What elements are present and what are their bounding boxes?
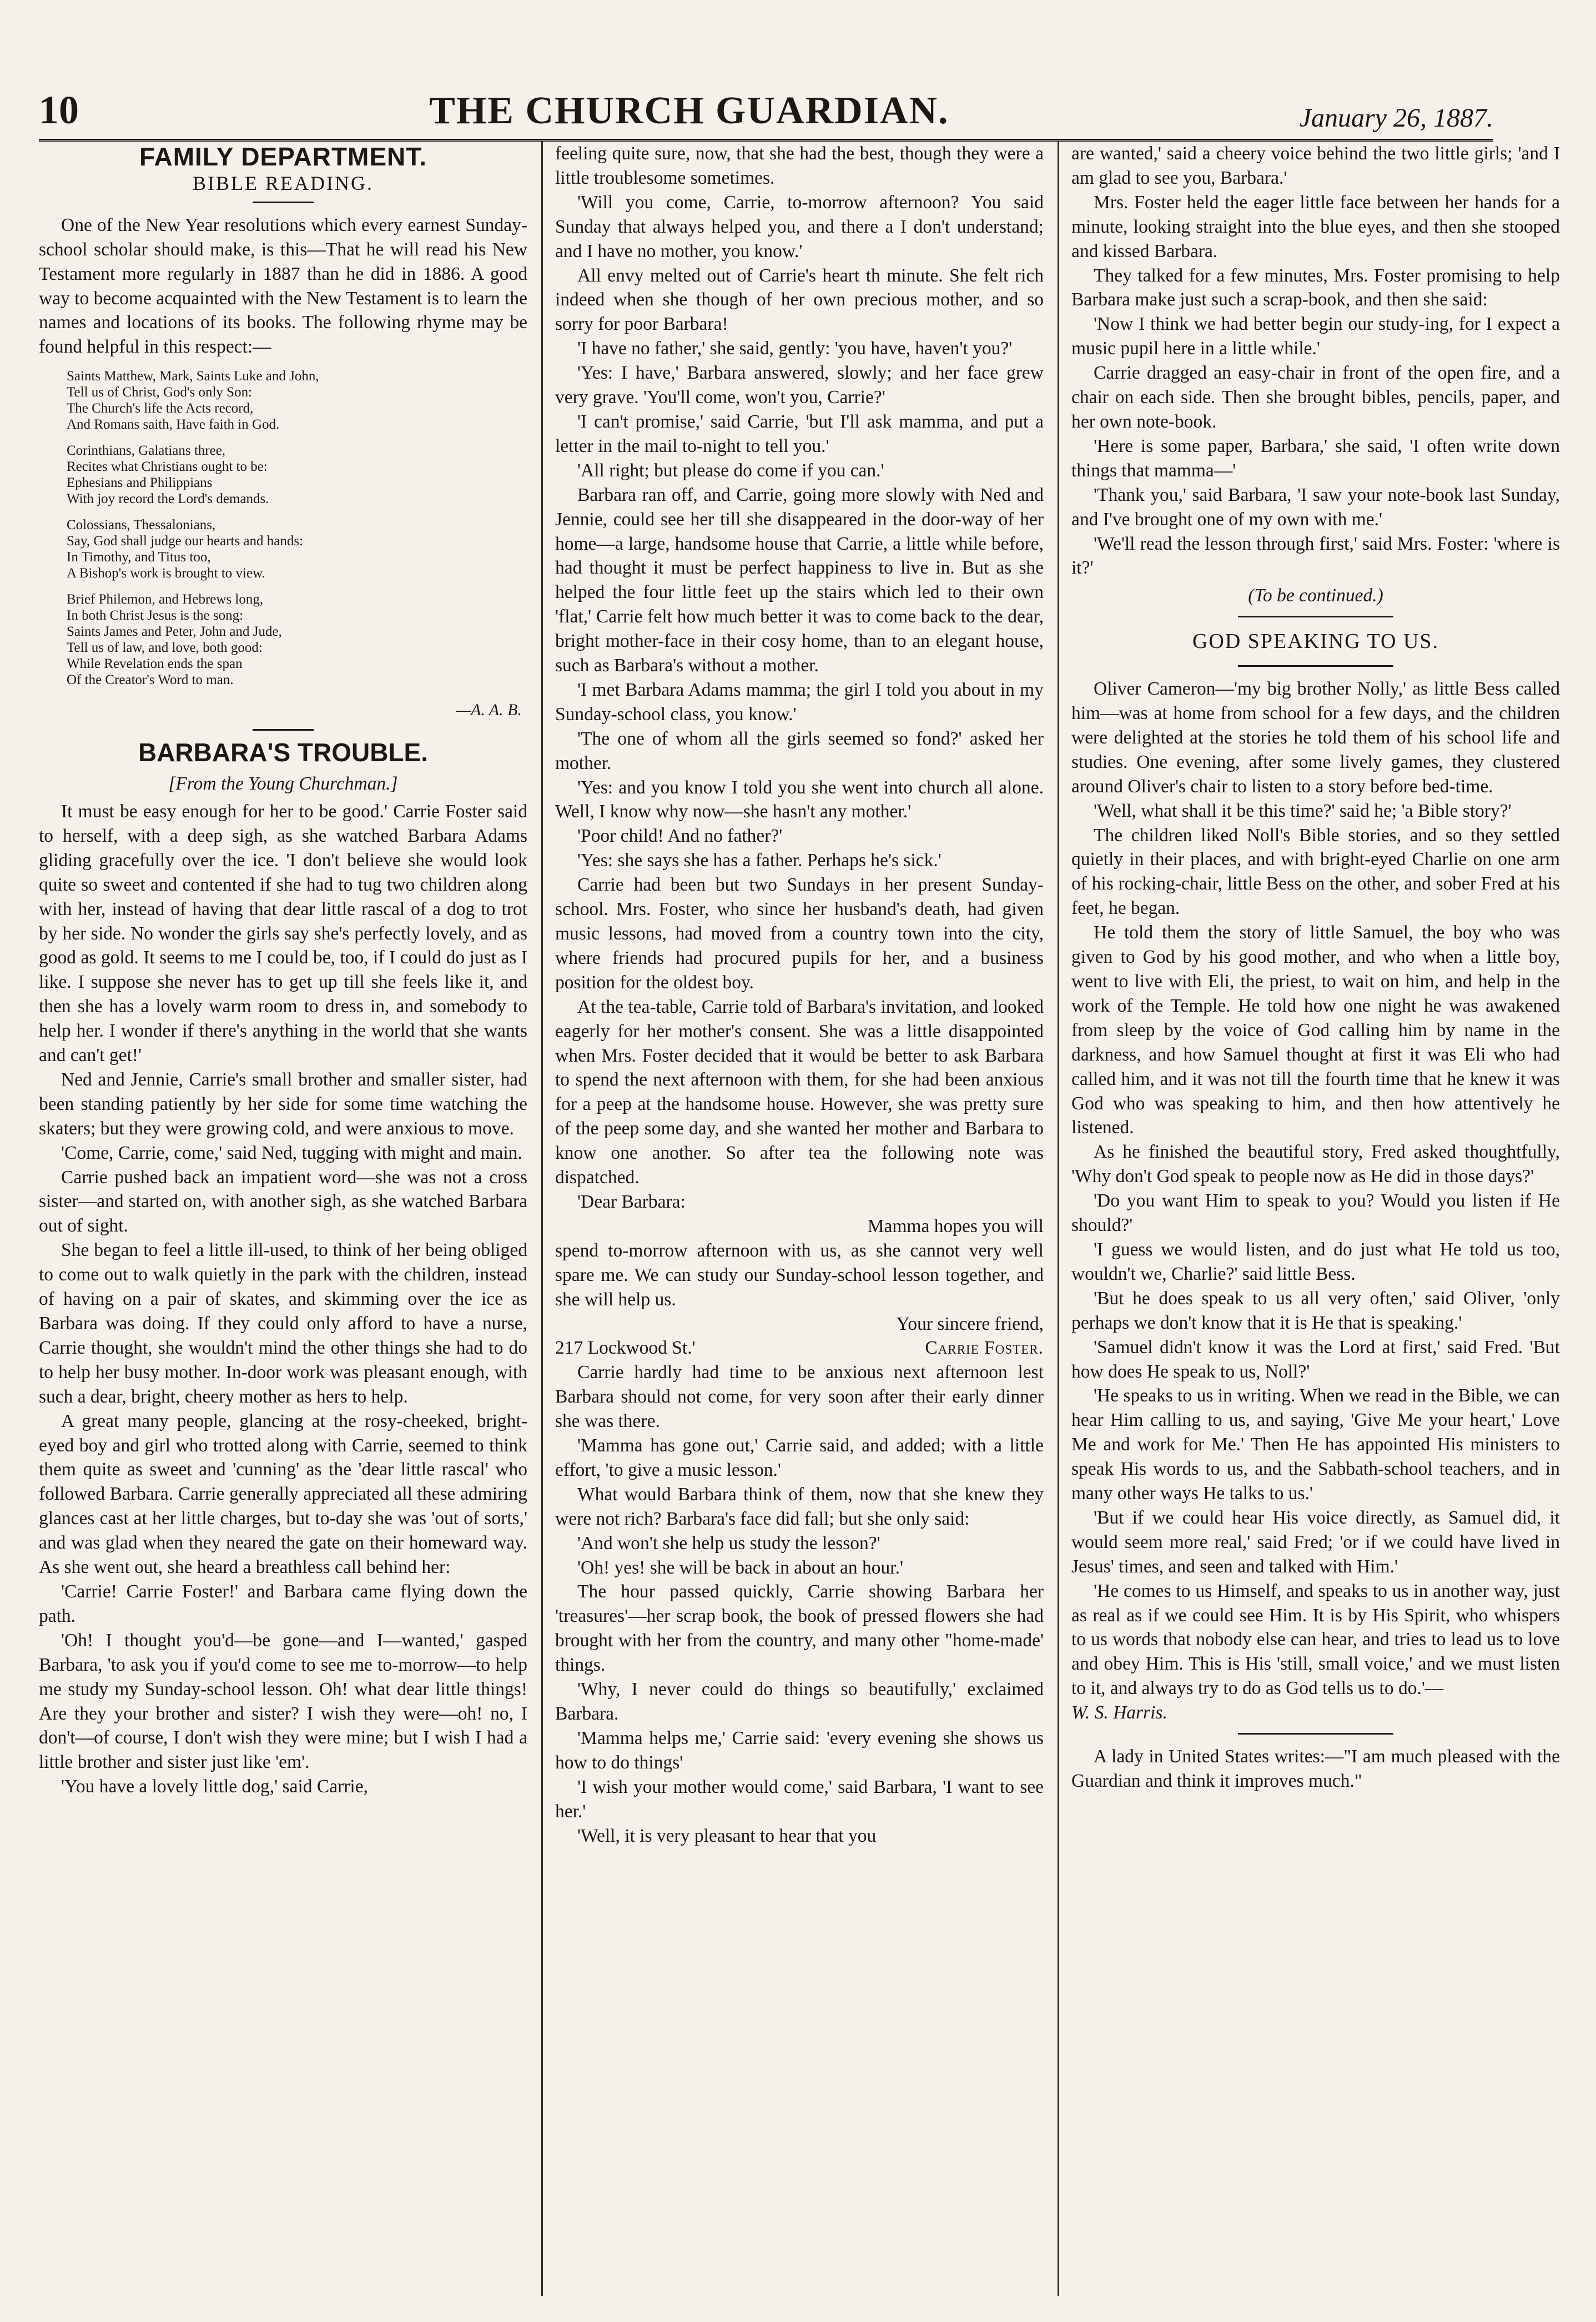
story-paragraph: She began to feel a little ill-used, to think of her being obliged to come out to walk quietly in the park with the children, instead of having on a pair of skates, and skimming over the ice as Barbara was doing. If they could only afford to have a nurse, Carrie thought, she wouldn't mind the other things she had to do to help her busy mother. In-door work was pleasant enough, with such a dear, bright, cheery mother as hers to help. — [39, 1240, 527, 1407]
article-paragraph: 'But if we could hear His voice directly, as Samuel did, it would seem more real,' said Fred; 'or if we could have lived in Jesus' times, and seen and talked with Him.' — [1071, 1507, 1560, 1577]
bible-reading-subheading: BIBLE READING. — [193, 172, 374, 194]
rhyme-line: Saints Matthew, Mark, Saints Luke and John, — [67, 369, 319, 384]
rhyme-line: Tell us of law, and love, both good: — [67, 640, 263, 656]
story-paragraph: Ned and Jennie, Carrie's small brother and smaller sister, had been standing patiently by her side for some time watching the skaters; but they were growing cold, and were anxious to move. — [39, 1069, 527, 1139]
story-paragraph: 'Thank you,' said Barbara, 'I saw your note-book last Sunday, and I've brought one of my own with me.' — [1071, 484, 1560, 530]
column-divider — [1058, 142, 1059, 2296]
bible-reading-intro: One of the New Year resolutions which every earnest Sunday-school scholar should make, is this—That he will read his New Testament more regularly in 1887 than he did in 1886. A good way to become acquainted with the New Testament is to learn the names and locations of its books. The following rhyme may be found helpful in this respect:— — [39, 214, 527, 358]
article-paragraph: 'Well, what shall it be this time?' said he; 'a Bible story?' — [1094, 800, 1512, 821]
letter-salutation: 'Dear Barbara: — [577, 1191, 686, 1212]
rhyme-line: Corinthians, Galatians three, — [67, 443, 226, 459]
rhyme-stanza — [67, 517, 527, 581]
article-paragraph: 'But he does speak to us all very often,' said Oliver, 'only perhaps we don't know that it is He that is speaking.' — [1071, 1288, 1560, 1333]
god-speaking-title: GOD SPEAKING TO US. — [1192, 630, 1439, 654]
story-paragraph: 'The one of whom all the girls seemed so fond?' asked her mother. — [555, 728, 1044, 773]
article-paragraph: The children liked Noll's Bible stories, and so they settled quietly in their places, and with bright-eyed Charlie on one arm of his rocking-chair, little Bess on the other, and sober Fred at his feet, he began. — [1071, 825, 1560, 919]
story-paragraph: 'Why, I never could do things so beautifully,' exclaimed Barbara. — [555, 1679, 1044, 1724]
story-paragraph: Carrie hardly had time to be anxious next afternoon lest Barbara should not come, for very soon after their early dinner she was there. — [555, 1362, 1044, 1432]
article-paragraph: Oliver Cameron—'my big brother Nolly,' as little Bess called him—was at home from school for a few days, and the children were delighted at the stories he told them of his school life and studies. One evening, after some lively games, they clustered around Oliver's chair to listen to a story before bed-time. — [1071, 678, 1560, 797]
story-paragraph: 'Come, Carrie, come,' said Ned, tugging with might and main. — [61, 1142, 522, 1163]
letter-closing: Your sincere friend, — [896, 1313, 1044, 1334]
story-paragraph: It must be easy enough for her to be good.' Carrie Foster said to herself, with a deep sigh, as she watched Barbara Adams gliding gracefully over the ice. 'I don't believe she would look quite so sweet and contented if she had to tug two children along with her, instead of having that dear little rascal of a dog to trot by her side. No wonder the girls say she's perfectly lovely, and as good as gold. It seems to me I could be, too, if I could do just as I like. I suppose she never has to get up till she feels like it, and then she has a lovely warm room to dress in, and somebody to help her. I wonder if there's anything in the world that she wants and can't get!' — [39, 801, 527, 1066]
column-1 — [39, 142, 527, 2296]
story-source: [From the Young Churchman.] — [168, 773, 398, 795]
story-paragraph: 'Oh! yes! she will be back in about an hour.' — [577, 1557, 904, 1578]
letter-body: spend to-morrow afternoon with us, as she cannot very well spare me. We can study our Sunday-school lesson together, and she will help us. — [555, 1240, 1044, 1310]
reader-letter-note: A lady in United States writes:—"I am much pleased with the Guardian and think it improves much." — [1071, 1746, 1560, 1791]
rhyme-stanza — [67, 443, 527, 507]
story-paragraph: feeling quite sure, now, that she had the best, though they were a little troublesome sometimes. — [555, 143, 1044, 188]
story-paragraph: 'Will you come, Carrie, to-morrow afternoon? You said Sunday that always helped you, and there a I don't understand; and I have no mother, you know.' — [555, 192, 1044, 262]
story-paragraph: Carrie dragged an easy-chair in front of the open fire, and a chair on each side. Then she brought bibles, pencils, paper, and her own note-book. — [1071, 363, 1560, 432]
story-paragraph: At the tea-table, Carrie told of Barbara's invitation, and looked eagerly for her mother's consent. She was a little disappointed when Mrs. Foster decided that it would be better to ask Barbara to spend the next afternoon with them, for she had been anxious for a peep at the handsome house. However, she was pretty sure of the peep some day, and she wanted her mother and Barbara to know one another. So after tea the following note was dispatched. — [555, 996, 1044, 1188]
rhyme-line: With joy record the Lord's demands. — [67, 491, 269, 507]
story-paragraph: 'Yes: she says she has a father. Perhaps he's sick.' — [577, 850, 942, 871]
to-be-continued: (To be continued.) — [1248, 585, 1383, 606]
column-3 — [1071, 142, 1560, 2296]
rhyme-line: Saints James and Peter, John and Jude, — [67, 624, 282, 640]
newspaper-title: THE CHURCH GUARDIAN. — [429, 89, 949, 132]
rhyme-line: And Romans saith, Have faith in God. — [67, 417, 280, 433]
rhyme-line: Say, God shall judge our hearts and hands: — [67, 534, 304, 549]
section-rule — [1238, 665, 1393, 667]
rhyme-line: The Church's life the Acts record, — [67, 401, 254, 416]
rhyme-line: Of the Creator's Word to man. — [67, 672, 234, 688]
story-paragraph: 'Yes: I have,' Barbara answered, slowly; and her face grew very grave. 'You'll come, won't you, Carrie?' — [555, 363, 1044, 408]
story-paragraph: A great many people, glancing at the rosy-cheeked, bright-eyed boy and girl who trotted along with Carrie, seemed to think them quite as sweet and 'cunning' as the 'dear little rascal' who followed Barbara. Carrie generally appreciated all these admiring glances cast at her little charges, but to-day she was 'out of sorts,' and was glad when they neared the gate on their homeward way. As she went out, she heard a breathless call behind her: — [39, 1410, 527, 1578]
column-2 — [555, 142, 1044, 2296]
story-paragraph: 'I can't promise,' said Carrie, 'but I'll ask mamma, and put a letter in the mail to-night to tell you.' — [555, 411, 1044, 456]
article-paragraph: 'He speaks to us in writing. When we read in the Bible, we can hear Him calling to us, and saying, 'Give Me your heart,' Love Me and work for Me.' Then He has appointed His ministers to speak His words to us, and the Sabbath-school teachers, and in many other ways He talks to us.' — [1071, 1385, 1560, 1504]
rhyme-line: In Timothy, and Titus too, — [67, 550, 211, 565]
books-rhyme — [67, 368, 527, 688]
family-department-heading: FAMILY DEPARTMENT. — [139, 142, 427, 171]
story-paragraph: 'We'll read the lesson through first,' said Mrs. Foster: 'where is it?' — [1071, 533, 1560, 579]
rhyme-line: In both Christ Jesus is the song: — [67, 608, 244, 624]
story-paragraph: 'Oh! I thought you'd—be gone—and I—wanted,' gasped Barbara, 'to ask you if you'd come to see me to-morrow—to help me study my Sunday-school lesson. Oh! what dear little things! Are they your brother and sister? I wish they were—oh! no, I don't—of course, I don't wish they were mine; but I wish I had a little brother and sister just like 'em'. — [39, 1630, 527, 1773]
rhyme-line: While Revelation ends the span — [67, 656, 243, 672]
story-paragraph: Barbara ran off, and Carrie, going more slowly with Ned and Jennie, could see her till she disappeared in the door-way of her home—a large, handsome house that Carrie, a little while before, had thought it must be perfect happiness to live in. But as she helped the four little feet up the stairs which led to their own 'flat,' Carrie felt how much better it was to come back to the dear, bright mother-face in their cosy home, than to an elegant house, such as Barbara's without a mother. — [555, 484, 1044, 676]
rhyme-signature: —A. A. B. — [456, 701, 522, 720]
masthead — [39, 67, 1493, 142]
barbaras-trouble-title: BARBARA'S TROUBLE. — [138, 738, 429, 767]
column-divider — [541, 142, 543, 2296]
rhyme-line: Tell us of Christ, God's only Son: — [67, 385, 253, 400]
section-rule — [1238, 616, 1393, 617]
story-paragraph: 'And won't she help us study the lesson?' — [577, 1532, 880, 1554]
letter-signer: Carrie Foster. — [925, 1338, 1044, 1359]
note-letter — [555, 1190, 1044, 1360]
story-paragraph: What would Barbara think of them, now that she knew they were not rich? Barbara's face did fall; but she only said: — [555, 1484, 1044, 1529]
story-paragraph: All envy melted out of Carrie's heart th minute. She felt rich indeed when she though of her own precious mother, and so sorry for poor Barbara! — [555, 265, 1044, 335]
story-paragraph: Carrie pushed back an impatient word—she was not a cross sister—and started on, with another sigh, as she watched Barbara out of sight. — [39, 1167, 527, 1237]
article-paragraph: 'Do you want Him to speak to you? Would you listen if He should?' — [1071, 1190, 1560, 1236]
section-rule — [253, 202, 314, 203]
section-rule — [1238, 1733, 1393, 1735]
issue-date: January 26, 1887. — [1299, 103, 1493, 133]
rhyme-line: Brief Philemon, and Hebrews long, — [67, 592, 264, 607]
story-paragraph: 'Mamma helps me,' Carrie said: 'every evening she shows us how to do things' — [555, 1727, 1044, 1773]
story-paragraph: 'Carrie! Carrie Foster!' and Barbara came flying down the path. — [39, 1581, 527, 1626]
rhyme-stanza — [67, 591, 527, 688]
story-paragraph: Carrie had been but two Sundays in her present Sunday-school. Mrs. Foster, who since her husband's death, had given music lessons, had moved from a country town into the city, where friends had procured pupils for her, and a business position for the oldest boy. — [555, 874, 1044, 993]
story-paragraph: 'Well, it is very pleasant to hear that you — [577, 1825, 877, 1846]
story-paragraph: 'I wish your mother would come,' said Barbara, 'I want to see her.' — [555, 1776, 1044, 1822]
rhyme-line: A Bishop's work is brought to view. — [67, 566, 265, 581]
story-paragraph: 'All right; but please do come if you can.' — [577, 460, 884, 481]
article-paragraph: As he finished the beautiful story, Fred asked thoughtfully, 'Why don't God speak to people now as He did in those days?' — [1071, 1142, 1560, 1187]
section-rule — [253, 729, 314, 731]
article-paragraph: 'He comes to us Himself, and speaks to us in another way, just as real as if we could see Him. It is by His Spirit, who whispers to us words that nobody else can hear, and tries to lead us to love and obey Him. This is His 'still, small voice,' and we must listen to it, and always try to do as God tells us to do.'— — [1071, 1580, 1560, 1699]
article-paragraph: 'Samuel didn't know it was the Lord at first,' said Fred. 'But how does He speak to us, Noll?' — [1071, 1336, 1560, 1382]
rhyme-line: Colossians, Thessalonians, — [67, 517, 216, 533]
rhyme-stanza — [67, 368, 527, 433]
letter-address: 217 Lockwood St.' — [555, 1338, 696, 1359]
article-paragraph: 'I guess we would listen, and do just what He told us too, wouldn't we, Charlie?' said little Bess. — [1071, 1239, 1560, 1284]
story-paragraph: 'Mamma has gone out,' Carrie said, and added; with a little effort, 'to give a music lesson.' — [555, 1435, 1044, 1480]
letter-address-line — [555, 1336, 1044, 1360]
article-paragraph: He told them the story of little Samuel, the boy who was given to God by his good mother, and who when a little boy, went to live with Eli, the priest, to wait on him, and help in the work of the Temple. He told how one night he was awakened from sleep by the voice of God calling him by name in the darkness, and how Samuel thought at first it was Eli who had called him, and it was not till the fourth time that he knew it was God who was speaking to him, and then how attentively he listened. — [1071, 922, 1560, 1138]
article-signature: W. S. Harris. — [1071, 1702, 1167, 1723]
letter-body-start: Mamma hopes you will — [867, 1215, 1044, 1237]
story-paragraph: 'I have no father,' she said, gently: 'you have, haven't you?' — [577, 338, 1013, 359]
story-paragraph: Mrs. Foster held the eager little face between her hands for a minute, looking straight into the blue eyes, and then she stooped and kissed Barbara. — [1071, 192, 1560, 262]
story-paragraph: They talked for a few minutes, Mrs. Foster promising to help Barbara make just such a scrap-book, and then she said: — [1071, 265, 1560, 310]
story-paragraph: 'You have a lovely little dog,' said Carrie, — [61, 1776, 368, 1797]
rhyme-line: Ephesians and Philippians — [67, 475, 213, 491]
story-paragraph: 'Poor child! And no father?' — [577, 826, 783, 847]
story-paragraph: 'Now I think we had better begin our study-ing, for I expect a music pupil here in a little while.' — [1071, 314, 1560, 359]
story-paragraph: The hour passed quickly, Carrie showing Barbara her 'treasures'—her scrap book, the book of pressed flowers she had brought with her from the country, and many other "home-made' things. — [555, 1581, 1044, 1676]
story-paragraph: 'Yes: and you know I told you she went into church all alone. Well, I know why now—she hasn't any mother.' — [555, 777, 1044, 822]
story-paragraph: 'Here is some paper, Barbara,' she said, 'I often write down things that mamma—' — [1071, 435, 1560, 481]
rhyme-line: Recites what Christians ought to be: — [67, 459, 268, 475]
story-paragraph: 'I met Barbara Adams mamma; the girl I told you about in my Sunday-school class, you know.' — [555, 679, 1044, 725]
story-paragraph: are wanted,' said a cheery voice behind the two little girls; 'and I am glad to see you, Barbara.' — [1071, 143, 1560, 188]
page-number: 10 — [39, 88, 79, 132]
